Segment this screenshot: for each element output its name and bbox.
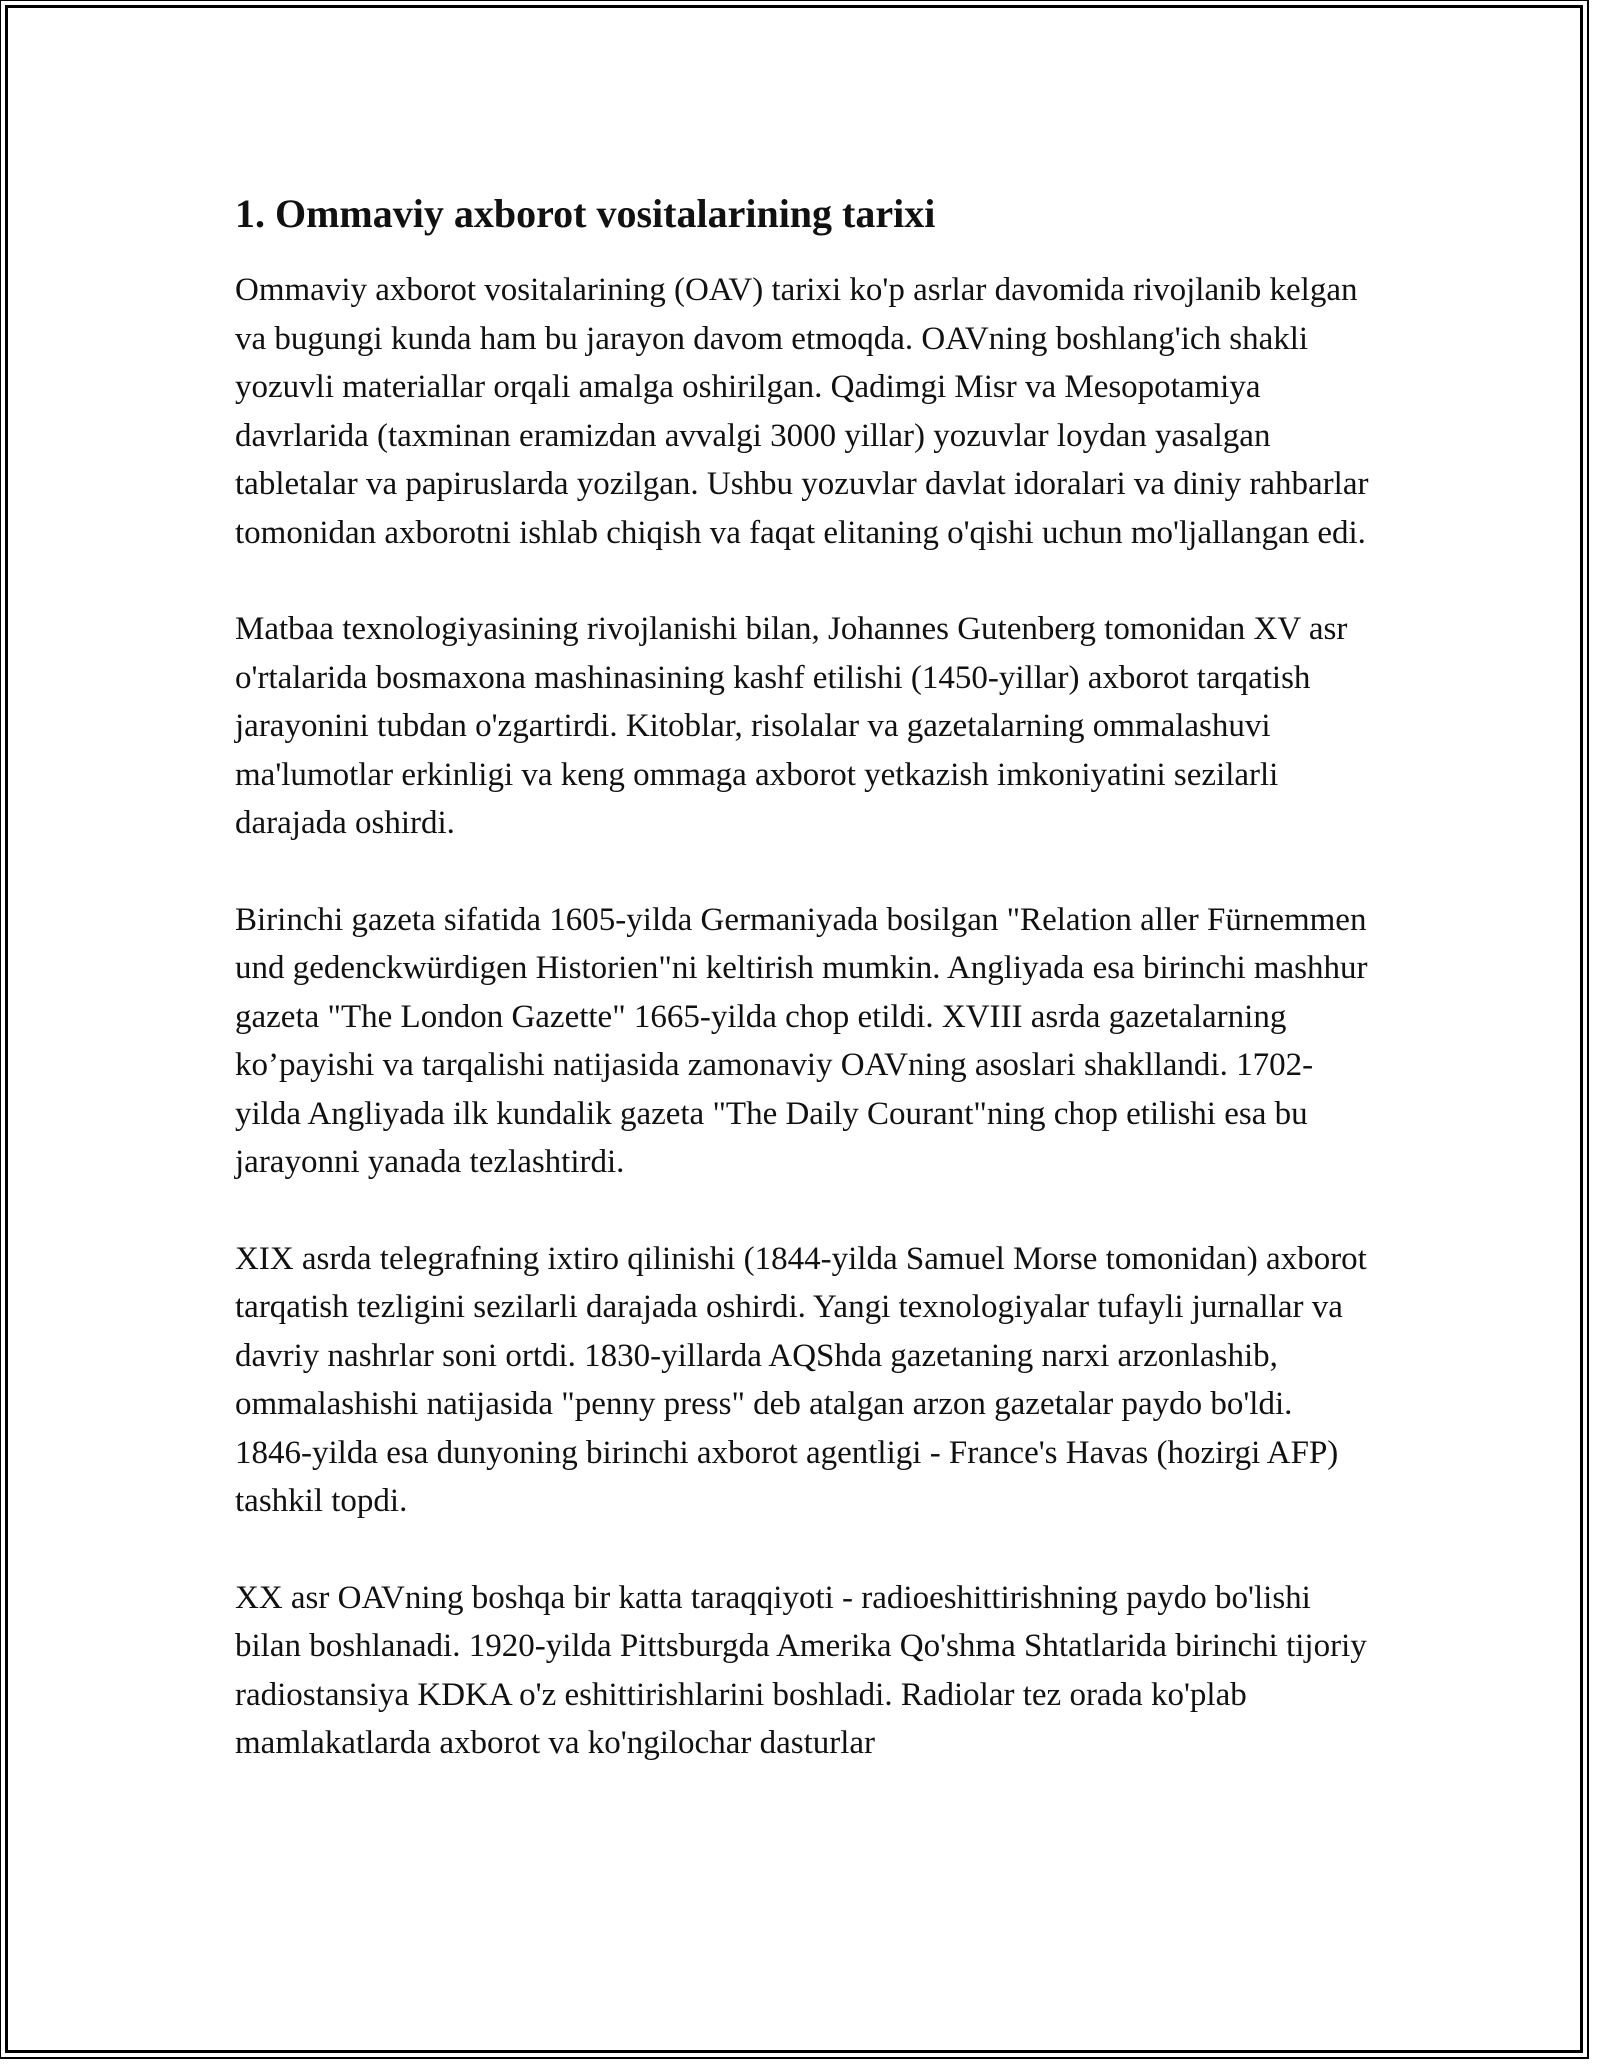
section-heading: 1. Ommaviy axborot vositalarining tarixi [235,191,936,236]
paragraph-radio: XX asr OAVning boshqa bir katta taraqqiyoti - radioeshittirishning paydo bo'lishi bilan boshlanadi. 1920-yilda Pittsburgda Amerika Qo'shma Shtatlarida birinchi tijoriy radiostansiya KDKA o'z eshittirishlarini boshladi. Radiolar tez orada ko'plab mamlakatlarda axborot va ko'ngilochar dasturlar [235,1579,1367,1761]
paragraph-printing-press: Matbaa texnologiyasining rivojlanishi bilan, Johannes Gutenberg tomonidan XV asr o'rtalarida bosmaxona mashinasining kashf etilishi (1450-yillar) axborot tarqatish jarayonini tubdan o'zgartirdi. Kitoblar, risolalar va gazetalarning ommalashuvi ma'lumotlar erkinligi va keng ommaga axborot yetkazish imkoniyatini sezilarli darajada oshirdi. [235,611,1348,841]
paragraph-telegraph: XIX asrda telegrafning ixtiro qilinishi (1844-yilda Samuel Morse tomonidan) axborot tarqatish tezligini sezilarli darajada oshirdi. Yangi texnologiyalar tufayli jurnallar va davriy nashrlar soni ortdi. 1830-yillarda AQShda gazetaning narxi arzonlashib, ommalashishi natijasida "penny press" deb atalgan arzon gazetalar paydo bo'ldi. 1846-yilda esa dunyoning birinchi axborot agentligi - France's Havas (hozirgi AFP) tashkil topdi. [235,1240,1367,1519]
paragraph-ancient-media: Ommaviy axborot vositalarining (OAV) tarixi ko'p asrlar davomida rivojlanib kelgan va bugungi kunda ham bu jarayon davom etmoqda. OAVning boshlang'ich shakli yozuvli materiallar orqali amalga oshirilgan. Qadimgi Misr va Mesopotamiya davrlarida (taxminan eramizdan avvalgi 3000 yillar) yozuvlar loydan yasalgan tabletalar va papiruslarda yozilgan. Ushbu yozuvlar davlat idoralari va diniy rahbarlar tomonidan axborotni ishlab chiqish va faqat elitaning o'qishi uchun mo'ljallangan edi. [235,272,1369,551]
document-body [235,190,1375,1816]
paragraph-first-newspapers: Birinchi gazeta sifatida 1605-yilda Germaniyada bosilgan "Relation aller Fürnemmen und gedenckwürdigen Historien"ni keltirish mumkin. Angliyada esa birinchi mashhur gazeta "The London Gazette" 1665-yilda chop etildi. XVIII asrda gazetalarning ko’payishi va tarqalishi natijasida zamonaviy OAVning asoslari shakllandi. 1702-yilda Angliyada ilk kundalik gazeta "The Daily Courant"ning chop etilishi esa bu jarayonni yanada tezlashtirdi. [235,901,1368,1180]
